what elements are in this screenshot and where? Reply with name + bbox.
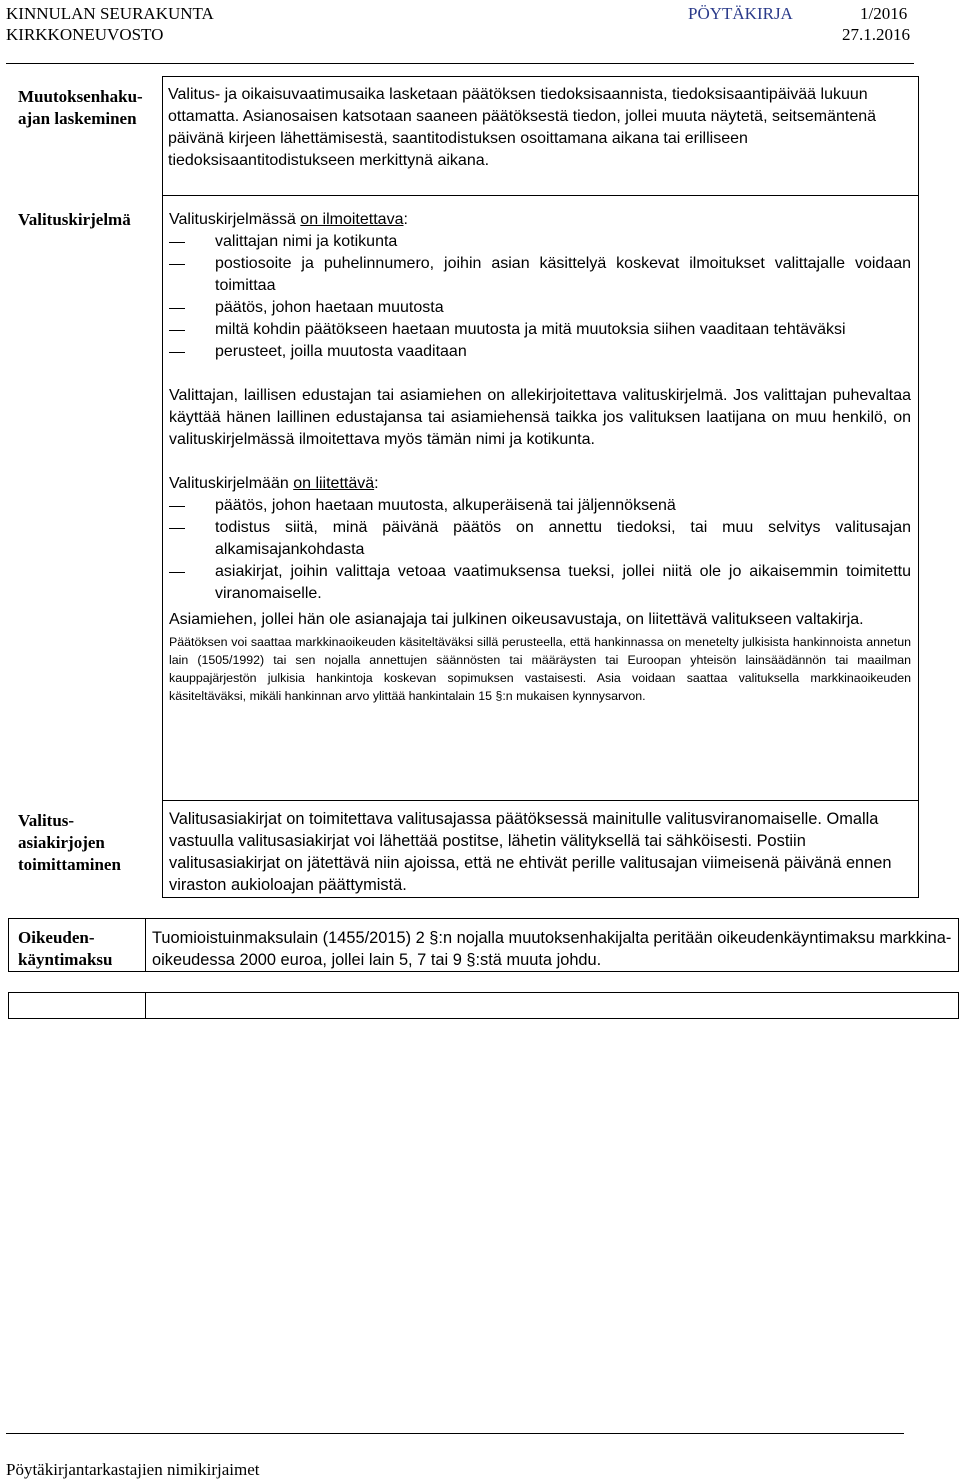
list-item: miltä kohdin päätökseen haetaan muutosta ja mitä muutoksia siihen vaaditaan tehtäväksi (169, 319, 911, 341)
list-item: postiosoite ja puhelinnumero, joihin asian käsittelyä koskevat ilmoitukset valittajalle voidaan toimittaa (169, 253, 911, 297)
header-rule (6, 63, 914, 64)
attach-intro: Valituskirjelmään on liitettävä: (169, 475, 379, 492)
markkinaoikeus-text: Päätöksen voi saattaa markkinaoikeuden käsiteltäväksi sillä perusteella, että hankinnassa on menetelty julkisista hankinnoista annetun lain (1505/1992) tai sen nojalla annettujen säännösten tai määräysten tai Euroopan yhteisön lainsäädännön tai maailman kauppajärjestön julkisia hankintoja koskevan sopimuksen vastaisesti. Asia voidaan saattaa valituksella markkinaoikeuden käsiteltäväksi, mikäli hankinnan arvo ylittää hankintalain 15 §:n mukaisen kynnysarvon. (169, 635, 911, 703)
signature-label: Pöytäkirjantarkastajien nimikirjaimet (6, 1460, 260, 1479)
text-valitusasiakirjat: Valitusasiakirjat on toimitettava valitusajassa päätöksessä mainitulle valitusviranomaiselle. Omalla vastuulla valitusasiakirjat voi lähettää postitse, lähetin välityksellä tai sähköisesti. Postiin valitusasiakirjat on jätettävä niin ajoissa, että ne ehtivät perille valitusajan viimeisenä päivänä ennen viraston aukioloajan päättymistä. (169, 810, 892, 894)
border-right-valituskirjelma (918, 196, 919, 800)
text-oikeudenkayntimaksu: Tuomioistuinmaksulain (1455/2015) 2 §:n nojalla muutoksenhakijalta peritään oikeudenkäyntimaksu markkina-oikeudessa 2000 euroa, jollei lain 5, 7 tai 9 §:stä muuta johdu. (152, 929, 952, 969)
label-oikeudenkayntimaksu: Oikeuden-käyntimaksu (18, 928, 113, 969)
doc-number: 1/2016 (860, 4, 908, 23)
list-item: perusteet, joilla muutosta vaaditaan (169, 341, 911, 363)
org-name: KINNULAN SEURAKUNTA (6, 4, 214, 23)
label-valitusasiakirjat: Valitus-asiakirjojen toimittaminen (18, 811, 121, 874)
border-left-valituskirjelma (162, 196, 163, 800)
body-name: KIRKKONEUVOSTO (6, 25, 164, 44)
asiamies-text: Asiamiehen, jollei hän ole asianajaja tai julkinen oikeusavustaja, on liitettävä valitukseen valtakirja. (169, 611, 864, 628)
valituskirjelma-content (169, 209, 911, 705)
list-item: valittajan nimi ja kotikunta (169, 231, 911, 253)
signature-text: Valittajan, laillisen edustajan tai asiamiehen on allekirjoitettava valituskirjelmä. Jos valittajan puhevaltaa käyttää hänen laillinen edustajansa tai asiamiehensä taikka jos valituksen laatijana on muu henkilö, on valituskirjelmässä ilmoitettava myös tämän nimi ja kotikunta. (169, 387, 911, 448)
label-valituskirjelma: Valituskirjelmä (18, 210, 131, 229)
label-muutoksenhaku: Muutoksenhaku-ajan laskeminen (18, 87, 143, 128)
list-item: todistus siitä, minä päivänä päätös on annettu tiedoksi, tai muu selvitys valitusajan alkamisajankohdasta (169, 517, 911, 561)
doc-type: PÖYTÄKIRJA (688, 4, 793, 23)
doc-date: 27.1.2016 (842, 25, 910, 44)
text-muutoksenhaku: Valitus- ja oikaisuvaatimusaika lasketaan päätöksen tiedoksisaannista, tiedoksisaantipäivää lukuun ottamatta. Asianosaisen katsotaan saaneen päätöksestä tiedon, jollei muuta näytetä, seitsemäntenä päivänä kirjeen lähettämisestä, saantitodistuksen osoittamana aikana tai erilliseen tiedoksisaantitodistukseen merkittynä aikana. (168, 86, 877, 169)
empty-row (8, 992, 959, 1019)
divider-oikeudenkayntimaksu (145, 918, 146, 972)
footer-rule (6, 1433, 904, 1434)
intro-line: Valituskirjelmässä on ilmoitettava: (169, 211, 408, 228)
empty-row-divider (145, 992, 146, 1019)
list-item: päätös, johon haetaan muutosta (169, 297, 911, 319)
list-item: päätös, johon haetaan muutosta, alkuperäisenä tai jäljennöksenä (169, 495, 911, 517)
list-item: asiakirjat, joihin valittaja vetoaa vaatimuksensa tueksi, jollei niitä ole jo aikaisemmin toimitettu viranomaiselle. (169, 561, 911, 605)
required-list (169, 231, 911, 363)
attach-list (169, 495, 911, 605)
